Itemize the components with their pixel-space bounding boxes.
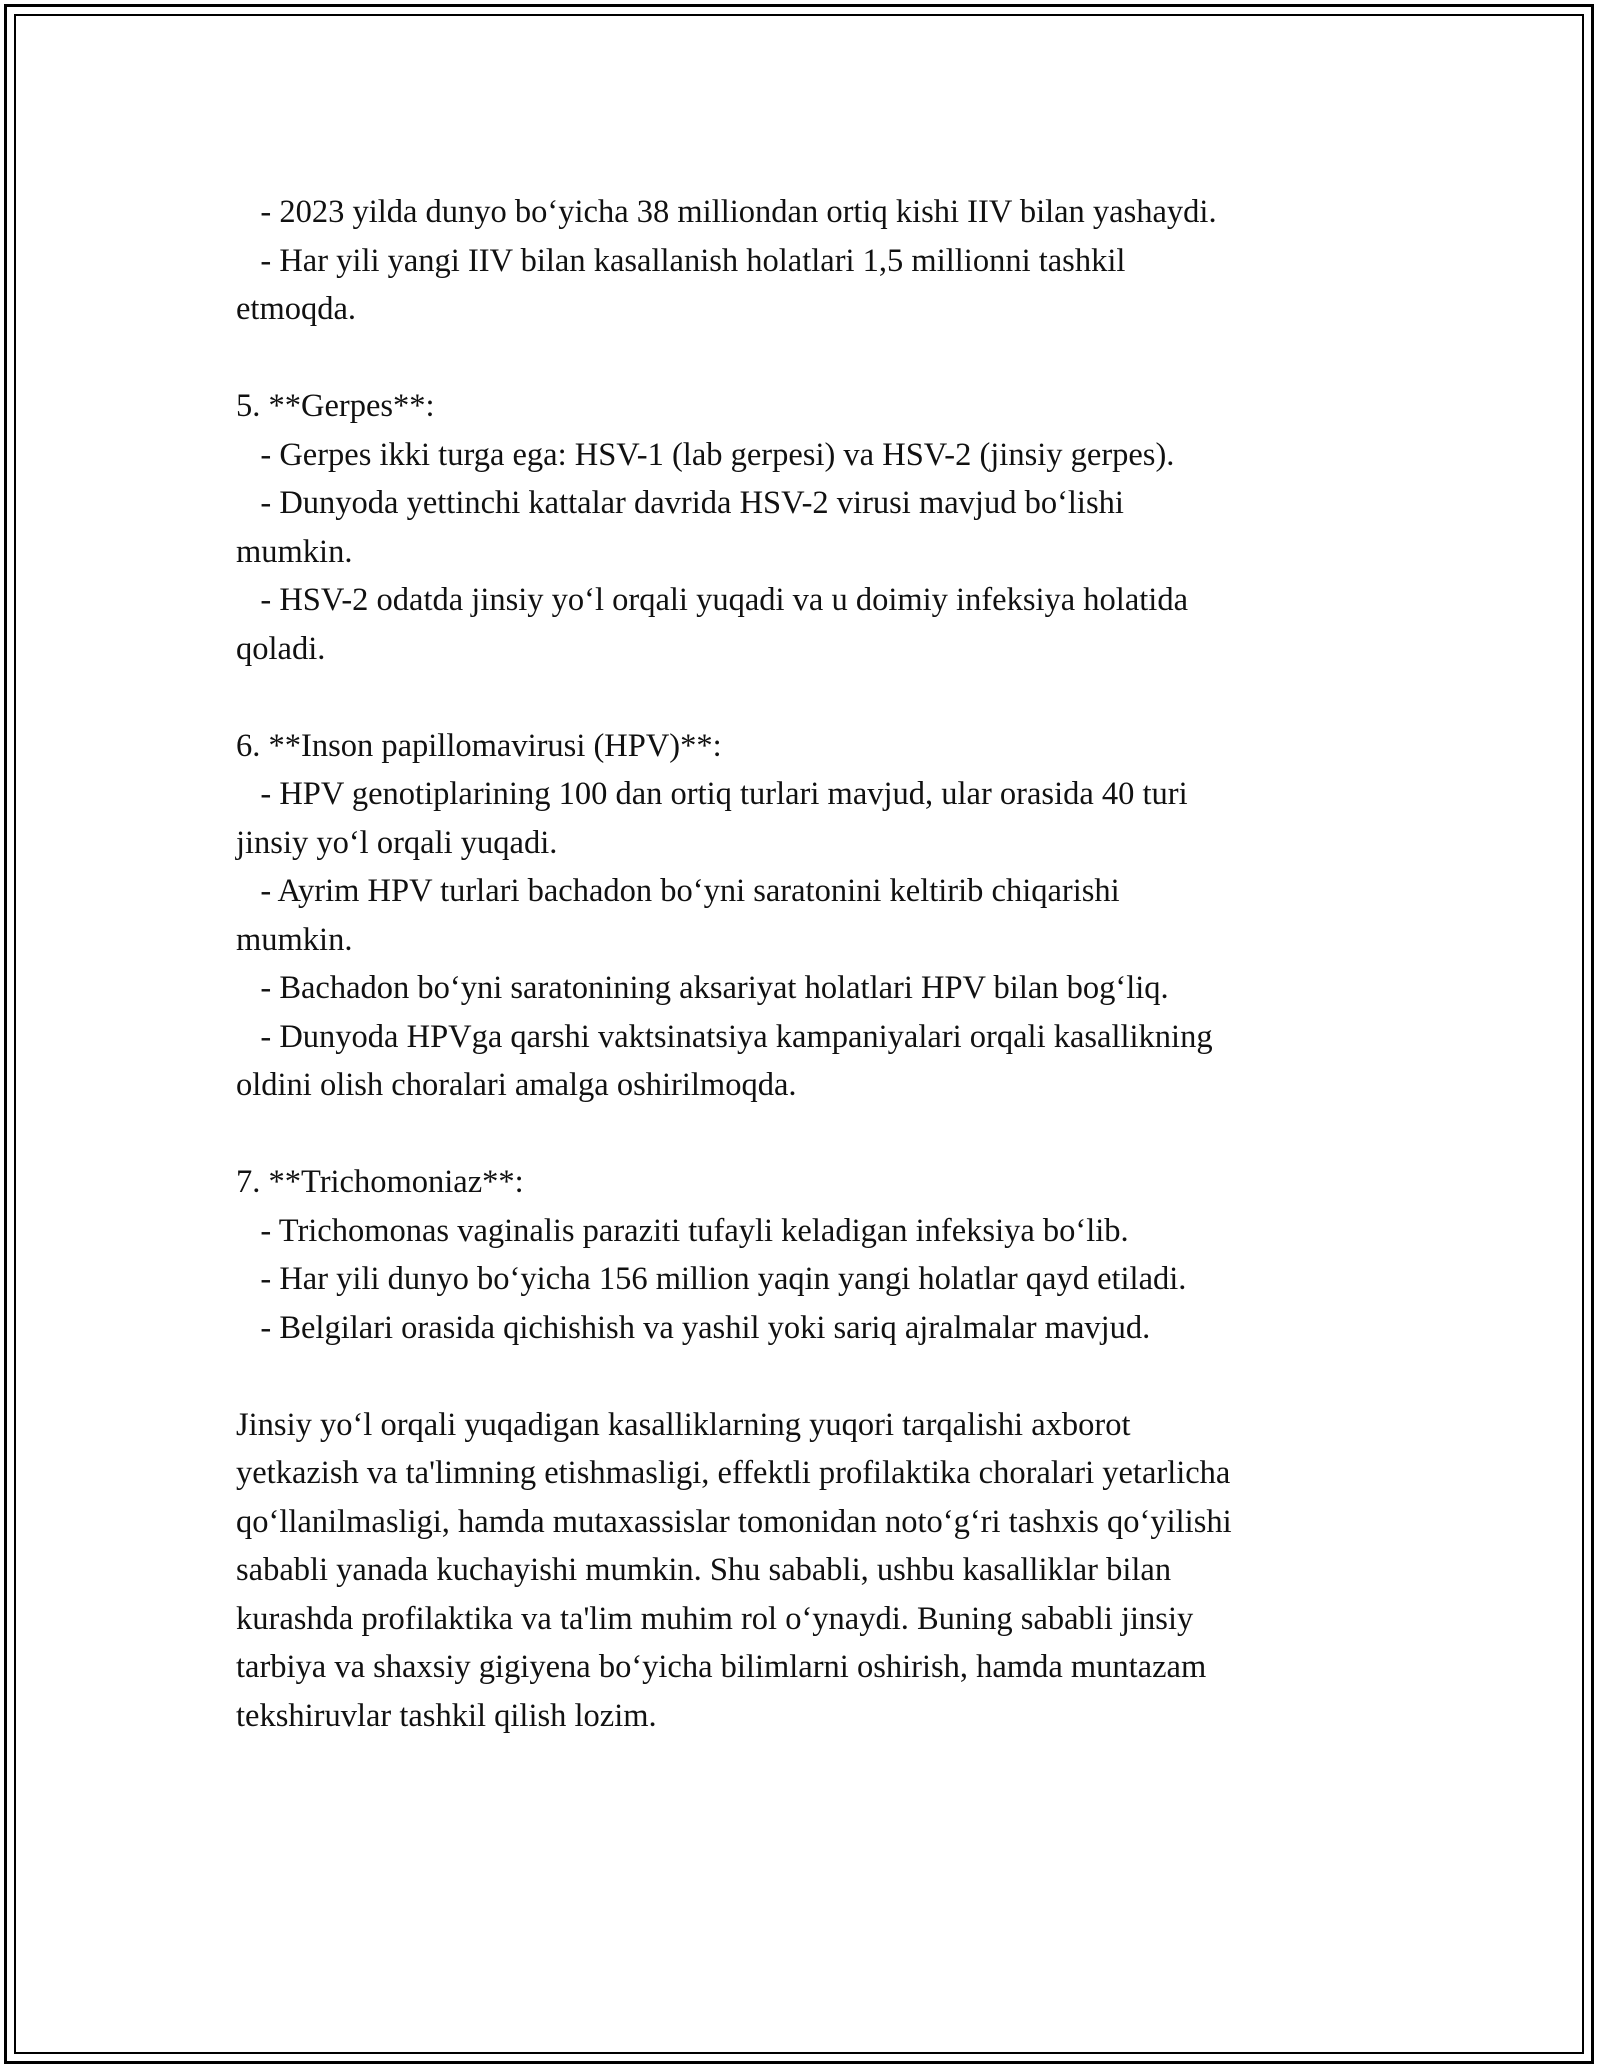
- text-line: etmoqda.: [236, 291, 357, 327]
- conclusion-line: qo‘llanilmasligi, hamda mutaxassislar tomonidan noto‘g‘ri tashxis qo‘yilishi: [236, 1503, 1232, 1540]
- section-heading-gerpes: 5. **Gerpes**:: [236, 388, 435, 424]
- conclusion-line: kurashda profilaktika va ta'lim muhim rol o‘ynaydi. Buning sababli jinsiy: [236, 1600, 1194, 1637]
- text-line: - Ayrim HPV turlari bachadon bo‘yni saratonini keltirib chiqarishi: [236, 873, 1120, 909]
- conclusion-line: tekshiruvlar tashkil qilish lozim.: [236, 1697, 657, 1734]
- text-line: - 2023 yilda dunyo bo‘yicha 38 milliondan ortiq kishi IIV bilan yashaydi.: [236, 194, 1217, 230]
- conclusion-line: Jinsiy yo‘l orqali yuqadigan kasalliklarning yuqori tarqalishi axborot: [236, 1406, 1131, 1443]
- document-body: [236, 188, 1366, 1740]
- text-line: - Har yili yangi IIV bilan kasallanish holatlari 1,5 millionni tashkil: [236, 242, 1126, 279]
- blank-line: [236, 673, 1366, 722]
- text-line: - Gerpes ikki turga ega: HSV-1 (lab gerpesi) va HSV-2 (jinsiy gerpes).: [236, 436, 1175, 473]
- text-line: - HPV genotiplarining 100 dan ortiq turlari mavjud, ular orasida 40 turi: [236, 776, 1188, 812]
- conclusion-line: tarbiya va shaxsiy gigiyena bo‘yicha bilimlarni oshirish, hamda muntazam: [236, 1649, 1207, 1685]
- text-line: - Belgilari orasida qichishish va yashil yoki sariq ajralmalar mavjud.: [236, 1309, 1151, 1346]
- text-line: qoladi.: [236, 630, 326, 667]
- blank-line: [236, 1110, 1366, 1159]
- blank-line: [236, 1352, 1366, 1401]
- text-line: - Dunyoda yettinchi kattalar davrida HSV-2 virusi mavjud bo‘lishi: [236, 485, 1124, 521]
- blank-line: [236, 334, 1366, 383]
- text-line: oldini olish choralari amalga oshirilmoqda.: [236, 1067, 797, 1103]
- text-line: mumkin.: [236, 921, 353, 958]
- text-line: mumkin.: [236, 533, 353, 570]
- text-line: - HSV-2 odatda jinsiy yo‘l orqali yuqadi va u doimiy infeksiya holatida: [236, 582, 1188, 618]
- conclusion-line: yetkazish va ta'limning etishmasligi, effektli profilaktika choralari yetarlicha: [236, 1455, 1231, 1491]
- text-line: - Trichomonas vaginalis paraziti tufayli keladigan infeksiya bo‘lib.: [236, 1212, 1129, 1249]
- text-line: jinsiy yo‘l orqali yuqadi.: [236, 824, 558, 861]
- section-heading-hpv: 6. **Inson papillomavirusi (HPV)**:: [236, 727, 722, 764]
- text-line: - Dunyoda HPVga qarshi vaktsinatsiya kampaniyalari orqali kasallikning: [236, 1018, 1213, 1055]
- conclusion-line: sababli yanada kuchayishi mumkin. Shu sababli, ushbu kasalliklar bilan: [236, 1552, 1172, 1588]
- section-heading-trichomoniaz: 7. **Trichomoniaz**:: [236, 1164, 524, 1200]
- text-line: - Bachadon bo‘yni saratonining aksariyat holatlari HPV bilan bog‘liq.: [236, 970, 1169, 1006]
- text-line: - Har yili dunyo bo‘yicha 156 million yaqin yangi holatlar qayd etiladi.: [236, 1261, 1187, 1297]
